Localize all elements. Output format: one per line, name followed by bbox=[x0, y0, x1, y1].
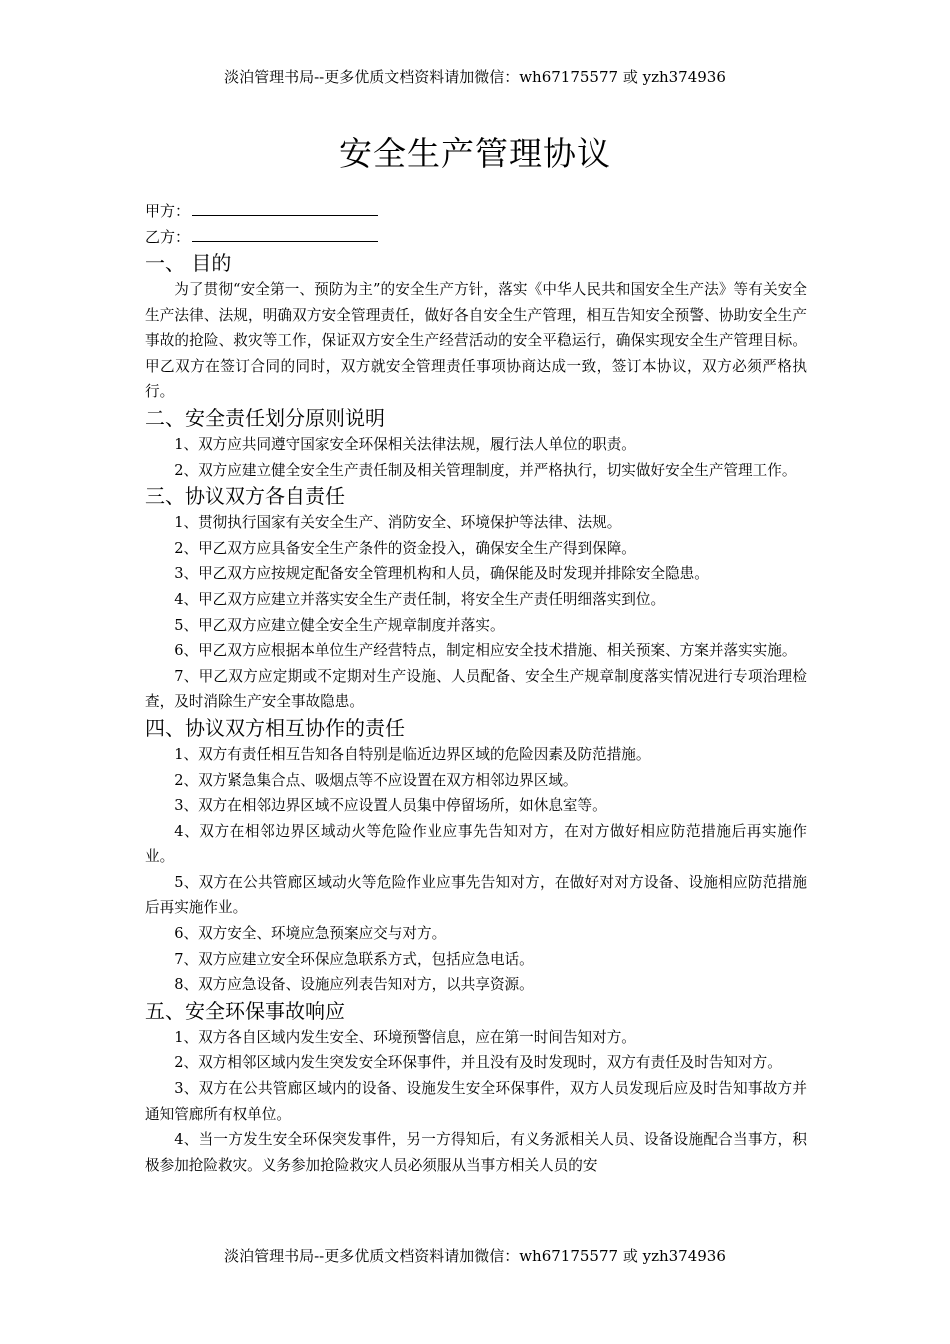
paragraph: 4、甲乙双方应建立并落实安全生产责任制，将安全生产责任明细落实到位。 bbox=[174, 590, 666, 608]
party-a-blank bbox=[192, 199, 378, 216]
paragraph: 5、甲乙双方应建立健全安全生产规章制度并落实。 bbox=[174, 616, 505, 634]
section-heading-incident-response: 五、安全环保事故响应 bbox=[145, 998, 345, 1023]
paragraph: 3、双方在相邻边界区域不应设置人员集中停留场所，如休息室等。 bbox=[174, 797, 607, 815]
paragraph: 1、双方各自区域内发生安全、环境预警信息，应在第一时间告知对方。 bbox=[174, 1028, 636, 1046]
section-heading-respective-duties: 三、协议双方各自责任 bbox=[145, 484, 345, 509]
paragraph: 3、甲乙双方应按规定配备安全管理机构和人员，确保能及时发现并排除安全隐患。 bbox=[174, 565, 709, 583]
paragraph: 4、当一方发生安全环保突发事件，另一方得知后，有义务派相关人员、设备设施配合当事方，积极参加抢险救灾。义务参加抢险救灾人员必须服从当事方相关人员的安 bbox=[145, 1131, 807, 1174]
section-heading-responsibility-principles: 二、安全责任划分原则说明 bbox=[145, 405, 385, 430]
document-title: 安全生产管理协议 bbox=[339, 134, 611, 173]
document-body bbox=[145, 198, 807, 1178]
party-b-blank bbox=[192, 225, 378, 242]
section-heading-purpose: 一、 目的 bbox=[145, 251, 232, 275]
paragraph: 3、双方在公共管廊区域内的设备、设施发生安全环保事件，双方人员发现后应及时告知事故方并通知管廊所有权单位。 bbox=[145, 1080, 807, 1123]
paragraph: 7、甲乙双方应定期或不定期对生产设施、人员配备、安全生产规章制度落实情况进行专项治理检查，及时消除生产安全事故隐患。 bbox=[145, 667, 807, 711]
paragraph: 2、甲乙双方应具备安全生产条件的资金投入，确保安全生产得到保障。 bbox=[174, 539, 636, 557]
paragraph: 2、双方相邻区域内发生突发安全环保事件，并且没有及时发现时，双方有责任及时告知对方。 bbox=[174, 1054, 782, 1072]
party-a-line bbox=[145, 198, 807, 224]
paragraph: 8、双方应急设备、设施应列表告知对方，以共享资源。 bbox=[174, 976, 534, 994]
section-heading-mutual-cooperation: 四、协议双方相互协作的责任 bbox=[145, 715, 405, 740]
paragraph: 2、双方应建立健全安全生产责任制及相关管理制度，并严格执行，切实做好安全生产管理工作。 bbox=[174, 461, 797, 479]
paragraph: 5、双方在公共管廊区域动火等危险作业应事先告知对方，在做好对对方设备、设施相应防范措施后再实施作业。 bbox=[145, 873, 807, 917]
paragraph: 1、贯彻执行国家有关安全生产、消防安全、环境保护等法律、法规。 bbox=[174, 514, 622, 532]
party-b-line bbox=[145, 224, 807, 250]
party-a-label: 甲方： bbox=[145, 202, 191, 220]
paragraph: 为了贯彻“安全第一、预防为主”的安全生产方针，落实《中华人民共和国安全生产法》等有关安全生产法律、法规，明确双方安全管理责任，做好各自安全生产管理，相互告知安全预警、协助安全生产事故的抢险、救灾等工作，保证双方安全生产经营活动的安全平稳运行，确保实现安全生产管理目标。甲乙双方在签订合同的同时，双方就安全管理责任事项协商达成一致，签订本协议，双方必须严格执行。 bbox=[145, 281, 807, 401]
paragraph: 6、甲乙双方应根据本单位生产经营特点，制定相应安全技术措施、相关预案、方案并落实实施。 bbox=[174, 642, 797, 660]
paragraph: 1、双方有责任相互告知各自特别是临近边界区域的危险因素及防范措施。 bbox=[174, 745, 651, 763]
paragraph: 7、双方应建立安全环保应急联系方式，包括应急电话。 bbox=[174, 950, 534, 968]
party-b-label: 乙方： bbox=[145, 228, 191, 246]
paragraph: 1、双方应共同遵守国家安全环保相关法律法规，履行法人单位的职责。 bbox=[174, 435, 636, 453]
page-header: 淡泊管理书局--更多优质文档资料请加微信：wh67175577 或 yzh374936 bbox=[224, 68, 726, 86]
paragraph: 4、双方在相邻边界区域动火等危险作业应事先告知对方，在对方做好相应防范措施后再实施作业。 bbox=[145, 822, 807, 866]
paragraph: 2、双方紧急集合点、吸烟点等不应设置在双方相邻边界区域。 bbox=[174, 771, 578, 789]
page-footer: 淡泊管理书局--更多优质文档资料请加微信：wh67175577 或 yzh374936 bbox=[224, 1247, 726, 1265]
paragraph: 6、双方安全、环境应急预案应交与对方。 bbox=[174, 925, 447, 943]
